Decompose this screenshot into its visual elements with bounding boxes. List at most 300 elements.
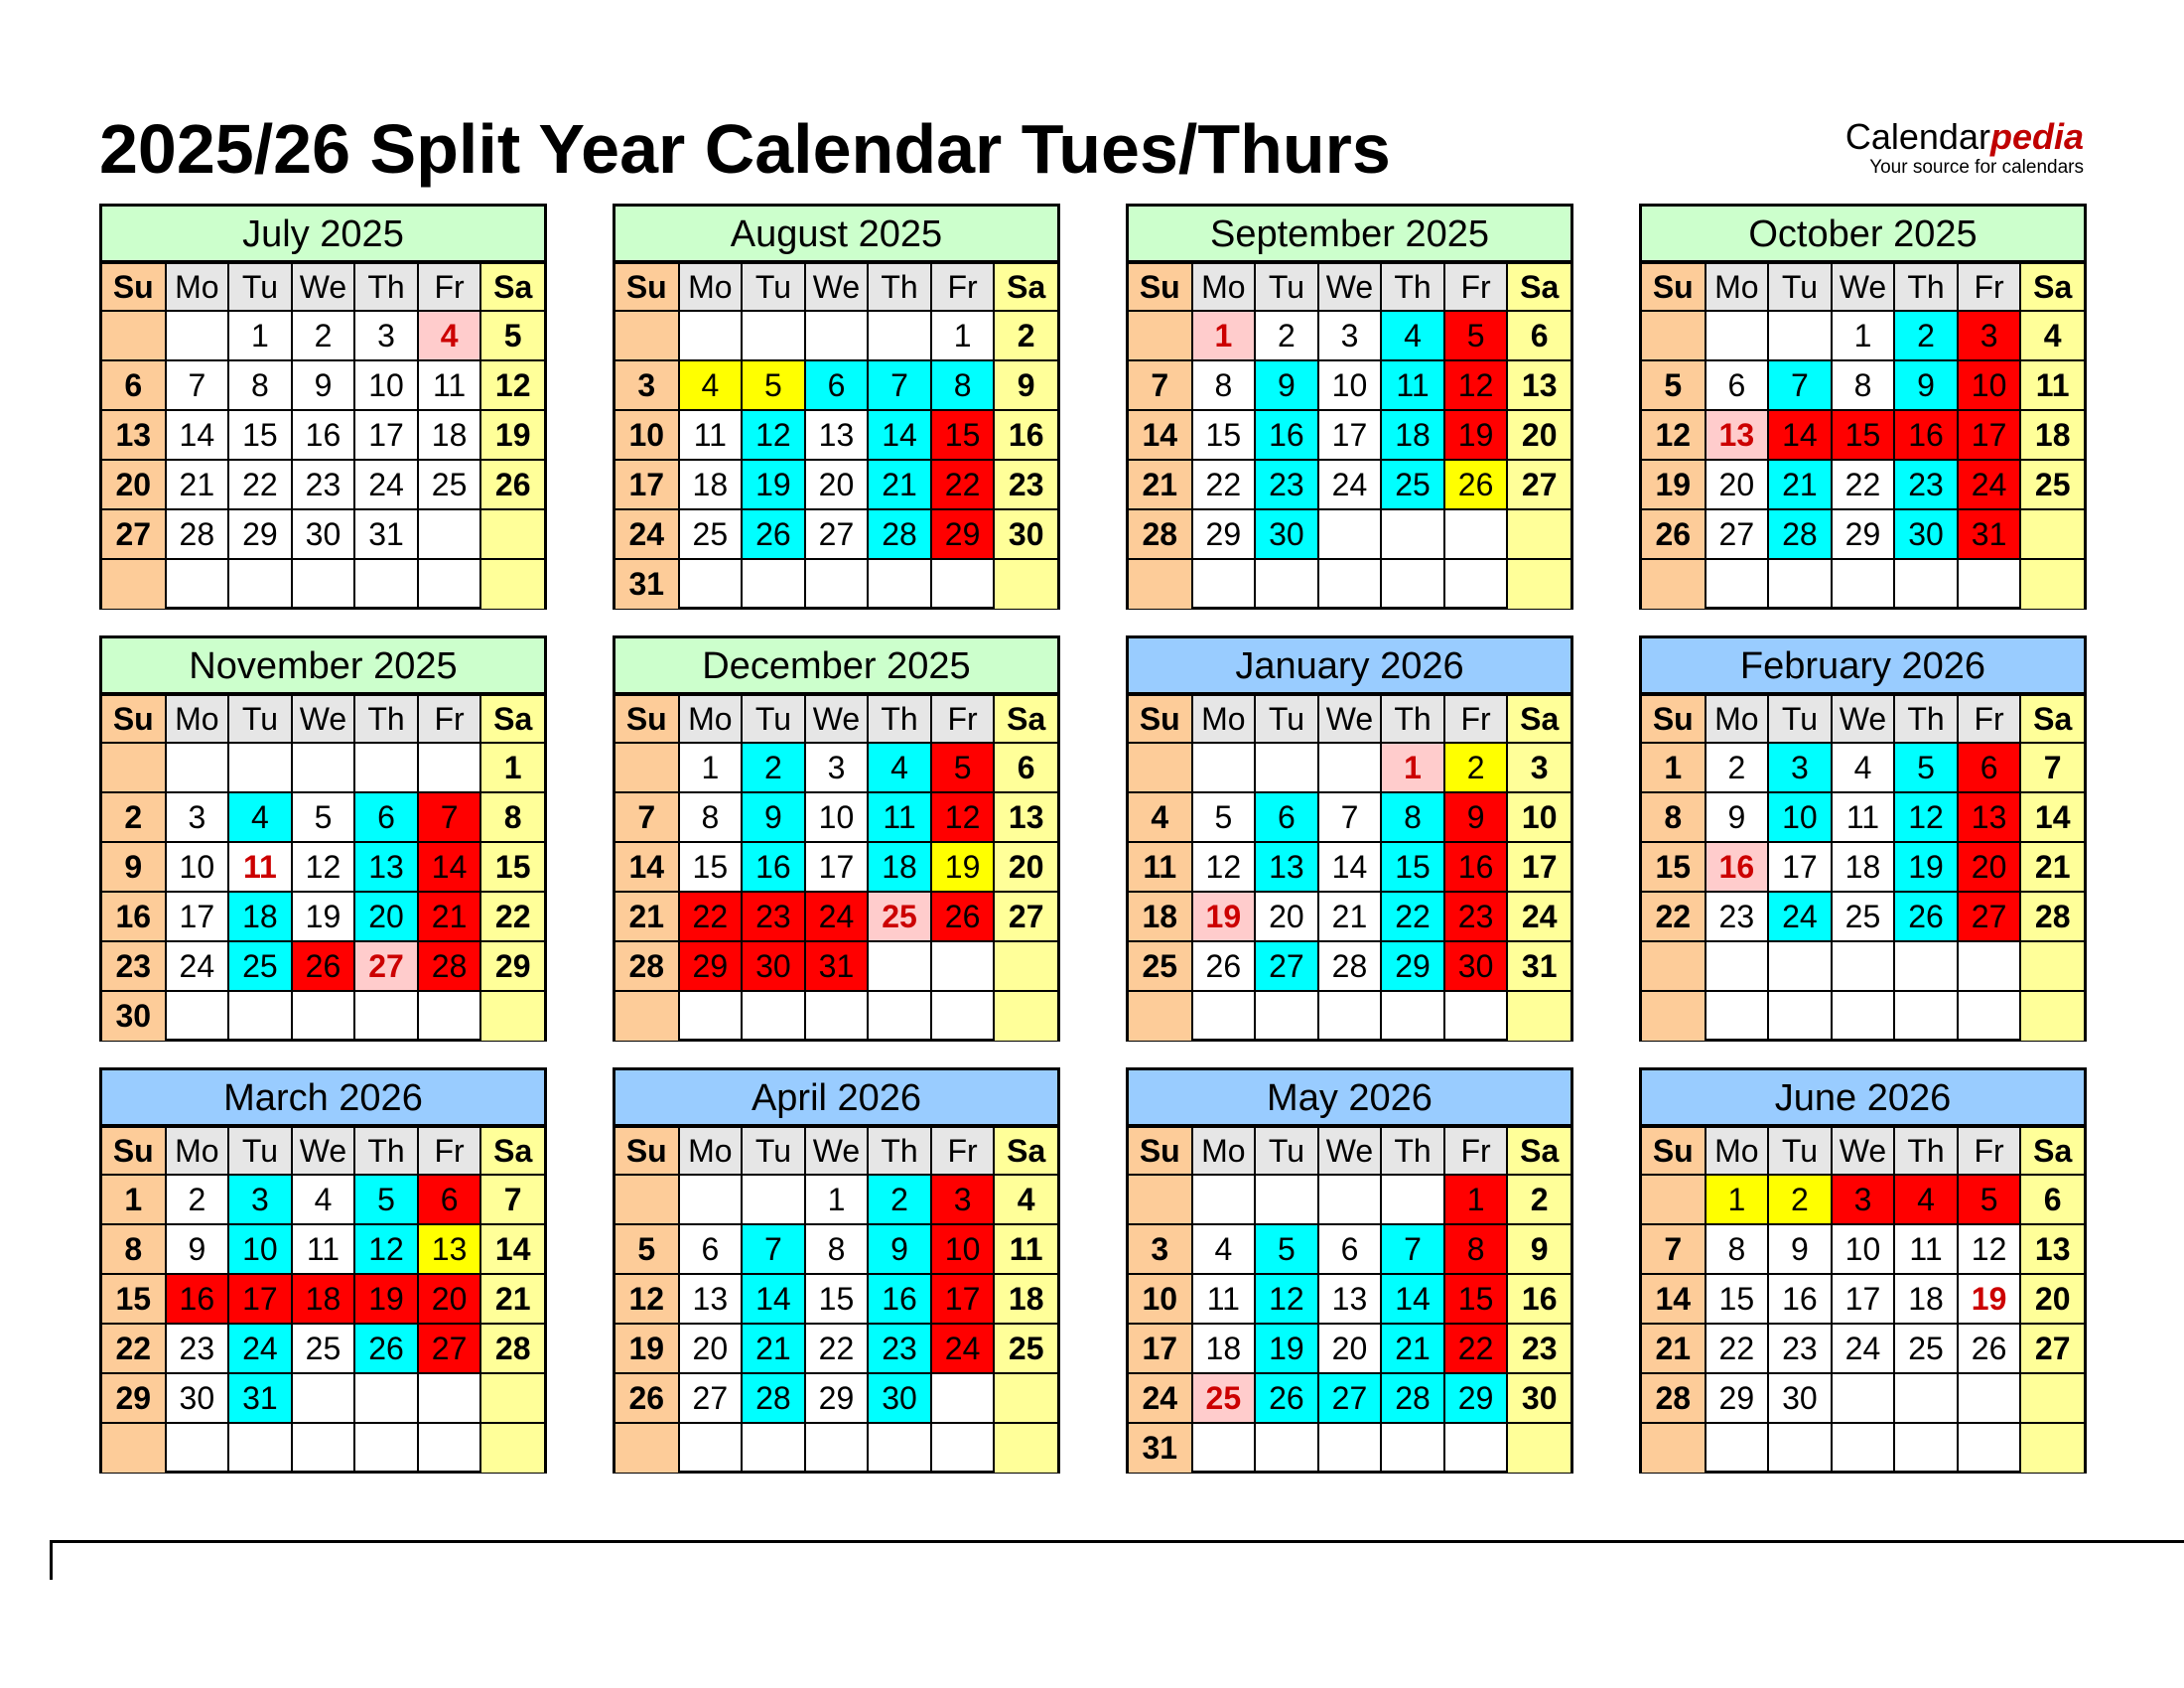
- day-cell: 8: [1706, 1224, 1769, 1274]
- empty-cell: [418, 509, 481, 559]
- day-cell: 7: [2020, 743, 2084, 792]
- empty-cell: [228, 743, 292, 792]
- weekday-label: Sa: [1507, 263, 1570, 311]
- day-cell: 2: [1507, 1175, 1570, 1224]
- day-cell: 26: [1642, 509, 1706, 559]
- weekday-label: Mo: [166, 263, 229, 311]
- day-cell: 8: [228, 360, 292, 410]
- day-cell: 31: [805, 941, 869, 991]
- day-cell: 15: [805, 1274, 869, 1324]
- day-cell: 27: [102, 509, 166, 559]
- day-cell: 10: [228, 1224, 292, 1274]
- day-cell: 18: [1192, 1324, 1256, 1373]
- day-cell: 16: [102, 892, 166, 941]
- day-cell: 13: [2020, 1224, 2084, 1274]
- day-cell: 13: [354, 842, 418, 892]
- empty-cell: [1958, 1373, 2021, 1423]
- day-cell: 4: [228, 792, 292, 842]
- weekday-label: We: [805, 1127, 869, 1175]
- day-cell: 6: [2020, 1175, 2084, 1224]
- day-cell: 1: [1192, 311, 1256, 360]
- day-cell: 16: [1507, 1274, 1570, 1324]
- empty-cell: [1642, 991, 1706, 1041]
- day-cell: 24: [1958, 460, 2021, 509]
- day-cell: 24: [166, 941, 229, 991]
- day-cell: 24: [1507, 892, 1570, 941]
- page-title: 2025/26 Split Year Calendar Tues/Thurs: [99, 110, 1391, 188]
- day-cell: 3: [1507, 743, 1570, 792]
- empty-cell: [1958, 991, 2021, 1041]
- day-cell: 26: [292, 941, 355, 991]
- day-cell: 25: [868, 892, 931, 941]
- weekday-label: We: [1832, 1127, 1895, 1175]
- month-title: January 2026: [1129, 638, 1570, 694]
- day-cell: 8: [1832, 360, 1895, 410]
- empty-cell: [166, 743, 229, 792]
- day-cell: 19: [1192, 892, 1256, 941]
- day-cell: 10: [166, 842, 229, 892]
- empty-cell: [354, 743, 418, 792]
- empty-cell: [994, 991, 1057, 1041]
- day-cell: 28: [1381, 1373, 1444, 1423]
- day-cell: 12: [1958, 1224, 2021, 1274]
- day-cell: 17: [805, 842, 869, 892]
- day-cell: 24: [1832, 1324, 1895, 1373]
- day-cell: 14: [868, 410, 931, 460]
- day-cell: 2: [1894, 311, 1958, 360]
- day-cell: 2: [292, 311, 355, 360]
- day-cell: 5: [1894, 743, 1958, 792]
- day-cell: 9: [868, 1224, 931, 1274]
- day-cell: 18: [2020, 410, 2084, 460]
- day-cell: 23: [742, 892, 805, 941]
- day-cell: 12: [1642, 410, 1706, 460]
- day-cell: 4: [868, 743, 931, 792]
- day-cell: 21: [418, 892, 481, 941]
- empty-cell: [228, 559, 292, 609]
- empty-cell: [1507, 559, 1570, 609]
- empty-cell: [805, 1423, 869, 1473]
- month-title: October 2025: [1642, 207, 2084, 262]
- weekday-label: Su: [615, 263, 679, 311]
- day-cell: 8: [1642, 792, 1706, 842]
- day-cell: 6: [1507, 311, 1570, 360]
- empty-cell: [931, 941, 995, 991]
- empty-cell: [1832, 1373, 1895, 1423]
- day-cell: 2: [1255, 311, 1318, 360]
- day-cell: 16: [1444, 842, 1508, 892]
- empty-cell: [1507, 1423, 1570, 1473]
- day-cell: 6: [102, 360, 166, 410]
- day-cell: 7: [1129, 360, 1192, 410]
- day-cell: 11: [2020, 360, 2084, 410]
- empty-cell: [805, 559, 869, 609]
- empty-cell: [1129, 1175, 1192, 1224]
- day-cell: 30: [292, 509, 355, 559]
- day-cell: 31: [354, 509, 418, 559]
- empty-cell: [1768, 1423, 1832, 1473]
- weekday-label: Tu: [1768, 695, 1832, 743]
- month-title: December 2025: [615, 638, 1057, 694]
- day-cell: 16: [868, 1274, 931, 1324]
- empty-cell: [1444, 1423, 1508, 1473]
- day-cell: 28: [742, 1373, 805, 1423]
- month-calendar: [99, 204, 547, 610]
- empty-cell: [1381, 559, 1444, 609]
- day-cell: 29: [102, 1373, 166, 1423]
- weekday-label: Mo: [679, 263, 743, 311]
- day-cell: 30: [994, 509, 1057, 559]
- day-cell: 25: [292, 1324, 355, 1373]
- brand-name-part1: Calendar: [1844, 116, 1990, 157]
- day-cell: 21: [1768, 460, 1832, 509]
- weekday-label: Fr: [1958, 695, 2021, 743]
- empty-cell: [1381, 1175, 1444, 1224]
- day-cell: 21: [1381, 1324, 1444, 1373]
- day-cell: 30: [166, 1373, 229, 1423]
- day-cell: 4: [1894, 1175, 1958, 1224]
- weekday-label: Tu: [1255, 263, 1318, 311]
- day-cell: 20: [1706, 460, 1769, 509]
- weekday-label: Th: [354, 263, 418, 311]
- day-cell: 1: [1381, 743, 1444, 792]
- day-cell: 16: [742, 842, 805, 892]
- empty-cell: [1318, 743, 1382, 792]
- weekday-label: Sa: [994, 695, 1057, 743]
- empty-cell: [742, 311, 805, 360]
- weekday-label: Tu: [1768, 263, 1832, 311]
- day-cell: 29: [480, 941, 544, 991]
- day-cell: 7: [615, 792, 679, 842]
- day-cell: 26: [354, 1324, 418, 1373]
- day-cell: 28: [166, 509, 229, 559]
- day-cell: 4: [2020, 311, 2084, 360]
- brand-logo: [1845, 117, 2084, 179]
- weekday-label: Mo: [1192, 263, 1256, 311]
- month-title: June 2026: [1642, 1070, 2084, 1126]
- day-cell: 27: [994, 892, 1057, 941]
- day-cell: 9: [1255, 360, 1318, 410]
- day-cell: 12: [742, 410, 805, 460]
- empty-cell: [1381, 509, 1444, 559]
- empty-cell: [1894, 941, 1958, 991]
- day-cell: 14: [2020, 792, 2084, 842]
- day-cell: 4: [1381, 311, 1444, 360]
- weekday-label: Th: [1381, 263, 1444, 311]
- day-cell: 12: [615, 1274, 679, 1324]
- empty-cell: [679, 1175, 743, 1224]
- day-cell: 19: [1255, 1324, 1318, 1373]
- day-cell: 28: [1768, 509, 1832, 559]
- weekday-label: Mo: [1192, 1127, 1256, 1175]
- empty-cell: [1507, 991, 1570, 1041]
- day-cell: 14: [1768, 410, 1832, 460]
- weekday-label: Tu: [228, 1127, 292, 1175]
- empty-cell: [2020, 941, 2084, 991]
- empty-cell: [994, 1423, 1057, 1473]
- empty-cell: [1444, 559, 1508, 609]
- day-cell: 25: [1192, 1373, 1256, 1423]
- day-cell: 4: [994, 1175, 1057, 1224]
- empty-cell: [166, 991, 229, 1041]
- day-cell: 18: [868, 842, 931, 892]
- empty-cell: [805, 311, 869, 360]
- day-cell: 17: [1129, 1324, 1192, 1373]
- day-cell: 26: [615, 1373, 679, 1423]
- day-cell: 29: [1706, 1373, 1769, 1423]
- day-cell: 28: [1642, 1373, 1706, 1423]
- weekday-label: Th: [1894, 1127, 1958, 1175]
- day-cell: 4: [679, 360, 743, 410]
- day-cell: 26: [480, 460, 544, 509]
- day-cell: 10: [805, 792, 869, 842]
- day-cell: 7: [742, 1224, 805, 1274]
- day-cell: 10: [1507, 792, 1570, 842]
- weekday-label: Tu: [1255, 695, 1318, 743]
- empty-cell: [1958, 941, 2021, 991]
- month-calendar: [613, 204, 1060, 610]
- day-cell: 15: [1381, 842, 1444, 892]
- empty-cell: [1768, 311, 1832, 360]
- empty-cell: [742, 991, 805, 1041]
- day-cell: 25: [228, 941, 292, 991]
- day-cell: 20: [1255, 892, 1318, 941]
- empty-cell: [1129, 991, 1192, 1041]
- day-cell: 26: [1192, 941, 1256, 991]
- empty-cell: [292, 743, 355, 792]
- weekday-label: Fr: [418, 695, 481, 743]
- empty-cell: [1507, 509, 1570, 559]
- empty-cell: [2020, 991, 2084, 1041]
- day-cell: 19: [1958, 1274, 2021, 1324]
- day-cell: 3: [805, 743, 869, 792]
- day-cell: 18: [418, 410, 481, 460]
- day-cell: 14: [166, 410, 229, 460]
- empty-cell: [1192, 559, 1256, 609]
- day-cell: 5: [1255, 1224, 1318, 1274]
- day-cell: 14: [1642, 1274, 1706, 1324]
- weekday-label: Sa: [2020, 695, 2084, 743]
- day-cell: 14: [418, 842, 481, 892]
- day-cell: 2: [1706, 743, 1769, 792]
- day-cell: 11: [1894, 1224, 1958, 1274]
- empty-cell: [2020, 509, 2084, 559]
- weekday-label: Mo: [679, 1127, 743, 1175]
- day-cell: 25: [1894, 1324, 1958, 1373]
- day-cell: 27: [418, 1324, 481, 1373]
- weekday-label: Fr: [931, 695, 995, 743]
- day-cell: 26: [1255, 1373, 1318, 1423]
- day-cell: 30: [1255, 509, 1318, 559]
- day-cell: 24: [1129, 1373, 1192, 1423]
- day-cell: 8: [480, 792, 544, 842]
- empty-cell: [994, 1373, 1057, 1423]
- day-cell: 2: [868, 1175, 931, 1224]
- month-calendar: [1639, 204, 2087, 610]
- weekday-label: Tu: [228, 695, 292, 743]
- weekday-label: Su: [102, 263, 166, 311]
- day-cell: 18: [228, 892, 292, 941]
- day-cell: 3: [228, 1175, 292, 1224]
- day-cell: 13: [1507, 360, 1570, 410]
- weekday-label: We: [1832, 695, 1895, 743]
- day-cell: 23: [868, 1324, 931, 1373]
- day-cell: 8: [102, 1224, 166, 1274]
- day-cell: 19: [742, 460, 805, 509]
- day-cell: 22: [1832, 460, 1895, 509]
- weekday-label: Th: [1894, 263, 1958, 311]
- day-cell: 26: [1444, 460, 1508, 509]
- weekday-label: Su: [102, 695, 166, 743]
- empty-cell: [1768, 941, 1832, 991]
- weekday-label: We: [1318, 1127, 1382, 1175]
- day-cell: 29: [931, 509, 995, 559]
- weekday-label: Th: [1894, 695, 1958, 743]
- empty-cell: [1894, 559, 1958, 609]
- day-cell: 24: [228, 1324, 292, 1373]
- month-calendar: [1639, 1067, 2087, 1474]
- month-calendar: [1126, 204, 1573, 610]
- day-cell: 19: [480, 410, 544, 460]
- empty-cell: [480, 991, 544, 1041]
- day-cell: 13: [1255, 842, 1318, 892]
- day-cell: 1: [679, 743, 743, 792]
- empty-cell: [1192, 1175, 1256, 1224]
- day-cell: 10: [354, 360, 418, 410]
- day-cell: 20: [354, 892, 418, 941]
- empty-cell: [1958, 559, 2021, 609]
- day-cell: 9: [1507, 1224, 1570, 1274]
- weekday-label: Mo: [1192, 695, 1256, 743]
- empty-cell: [1255, 991, 1318, 1041]
- empty-cell: [1832, 941, 1895, 991]
- day-cell: 22: [1706, 1324, 1769, 1373]
- day-cell: 7: [418, 792, 481, 842]
- day-cell: 6: [1318, 1224, 1382, 1274]
- day-cell: 11: [292, 1224, 355, 1274]
- day-cell: 16: [1768, 1274, 1832, 1324]
- day-cell: 29: [1444, 1373, 1508, 1423]
- day-cell: 3: [166, 792, 229, 842]
- day-cell: 7: [1768, 360, 1832, 410]
- day-cell: 6: [994, 743, 1057, 792]
- day-cell: 9: [1768, 1224, 1832, 1274]
- day-cell: 9: [102, 842, 166, 892]
- day-cell: 7: [868, 360, 931, 410]
- weekday-label: Su: [102, 1127, 166, 1175]
- day-cell: 12: [1192, 842, 1256, 892]
- weekday-label: Th: [868, 695, 931, 743]
- day-cell: 9: [1894, 360, 1958, 410]
- day-cell: 27: [2020, 1324, 2084, 1373]
- day-cell: 7: [1642, 1224, 1706, 1274]
- day-cell: 10: [1768, 792, 1832, 842]
- day-cell: 12: [480, 360, 544, 410]
- day-cell: 9: [1444, 792, 1508, 842]
- empty-cell: [1381, 991, 1444, 1041]
- empty-cell: [1706, 991, 1769, 1041]
- empty-cell: [102, 311, 166, 360]
- day-cell: 16: [1706, 842, 1769, 892]
- day-cell: 27: [1507, 460, 1570, 509]
- day-cell: 29: [1192, 509, 1256, 559]
- weekday-label: Mo: [1706, 695, 1769, 743]
- day-cell: 22: [805, 1324, 869, 1373]
- day-cell: 15: [931, 410, 995, 460]
- day-cell: 14: [1381, 1274, 1444, 1324]
- day-cell: 24: [615, 509, 679, 559]
- month-title: March 2026: [102, 1070, 544, 1126]
- day-cell: 13: [418, 1224, 481, 1274]
- day-cell: 11: [418, 360, 481, 410]
- empty-cell: [418, 559, 481, 609]
- day-cell: 12: [1444, 360, 1508, 410]
- empty-cell: [1129, 559, 1192, 609]
- month-title: February 2026: [1642, 638, 2084, 694]
- day-cell: 26: [742, 509, 805, 559]
- day-cell: 10: [1129, 1274, 1192, 1324]
- day-cell: 21: [480, 1274, 544, 1324]
- month-calendar: [613, 1067, 1060, 1474]
- day-cell: 15: [1192, 410, 1256, 460]
- weekday-label: Th: [354, 695, 418, 743]
- day-cell: 2: [102, 792, 166, 842]
- day-cell: 17: [1768, 842, 1832, 892]
- day-cell: 18: [1129, 892, 1192, 941]
- empty-cell: [102, 559, 166, 609]
- weekday-label: Su: [1642, 695, 1706, 743]
- day-cell: 15: [1832, 410, 1895, 460]
- day-cell: 15: [1642, 842, 1706, 892]
- day-cell: 1: [1706, 1175, 1769, 1224]
- weekday-label: Su: [615, 695, 679, 743]
- day-cell: 23: [1768, 1324, 1832, 1373]
- day-cell: 12: [931, 792, 995, 842]
- empty-cell: [615, 743, 679, 792]
- day-cell: 31: [1129, 1423, 1192, 1473]
- day-cell: 24: [931, 1324, 995, 1373]
- day-cell: 20: [1318, 1324, 1382, 1373]
- empty-cell: [354, 1423, 418, 1473]
- empty-cell: [354, 991, 418, 1041]
- weekday-label: Fr: [931, 263, 995, 311]
- empty-cell: [418, 1373, 481, 1423]
- day-cell: 22: [480, 892, 544, 941]
- empty-cell: [679, 311, 743, 360]
- brand-name-part2: pedia: [1989, 116, 2084, 157]
- day-cell: 16: [292, 410, 355, 460]
- empty-cell: [742, 559, 805, 609]
- day-cell: 7: [1318, 792, 1382, 842]
- day-cell: 3: [1832, 1175, 1895, 1224]
- empty-cell: [868, 991, 931, 1041]
- day-cell: 16: [994, 410, 1057, 460]
- day-cell: 18: [1894, 1274, 1958, 1324]
- weekday-label: We: [1318, 263, 1382, 311]
- empty-cell: [679, 1423, 743, 1473]
- weekday-label: Su: [1129, 1127, 1192, 1175]
- day-cell: 28: [1318, 941, 1382, 991]
- day-cell: 20: [1507, 410, 1570, 460]
- day-cell: 23: [1706, 892, 1769, 941]
- day-cell: 9: [742, 792, 805, 842]
- day-cell: 23: [1255, 460, 1318, 509]
- day-cell: 9: [292, 360, 355, 410]
- empty-cell: [166, 1423, 229, 1473]
- weekday-label: Fr: [1958, 263, 2021, 311]
- day-cell: 31: [1958, 509, 2021, 559]
- day-cell: 19: [354, 1274, 418, 1324]
